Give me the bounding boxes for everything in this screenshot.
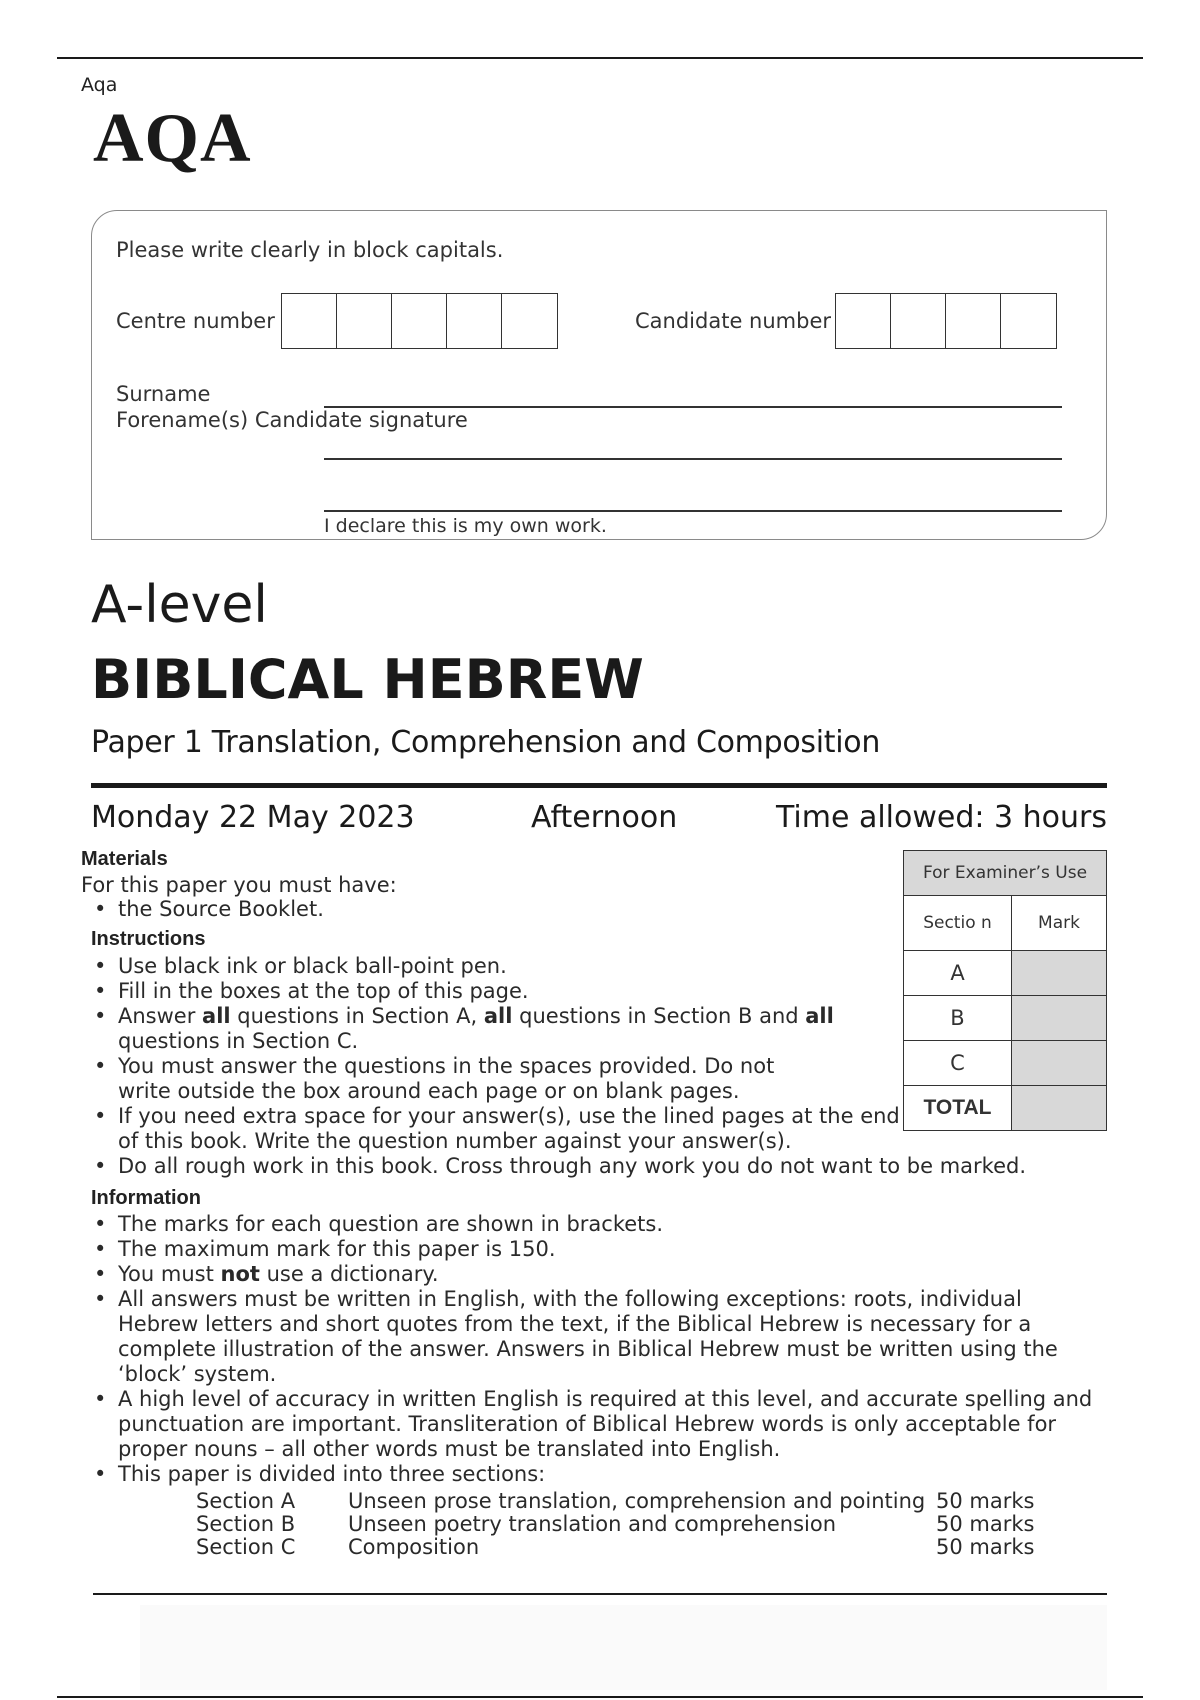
examiners-use-table — [903, 850, 1107, 1131]
forename-signature-label: Forename(s) Candidate signature — [116, 408, 468, 432]
centre-number-grid[interactable] — [281, 293, 558, 349]
table-row — [904, 1086, 1107, 1131]
list-item: • the Source Booklet. — [91, 897, 891, 922]
aqa-logo: AQA — [93, 100, 252, 177]
list-item: • Use black ink or black ball-point pen. — [91, 954, 891, 979]
table-row — [904, 896, 1107, 951]
declaration-text: I declare this is my own work. — [324, 515, 607, 537]
materials-list — [91, 897, 891, 922]
top-rule — [57, 57, 1143, 59]
answer-emphasis-2: all — [483, 1004, 513, 1028]
answer-text-4: questions in Section C. — [118, 1029, 359, 1053]
candidate-number-digit[interactable] — [891, 294, 946, 348]
mark-cell[interactable] — [1012, 996, 1107, 1041]
centre-number-digit[interactable] — [337, 294, 392, 348]
centre-number-label: Centre number — [116, 309, 275, 333]
materials-heading: Materials — [81, 848, 168, 870]
answer-text-1: Answer — [118, 1004, 203, 1028]
table-row — [196, 1490, 1034, 1513]
sections-rule — [93, 1593, 1107, 1595]
list-item: • Do all rough work in this book. Cross through any work you do not want to be marked. — [91, 1154, 1091, 1179]
list-item: • All answers must be written in English, with the following exceptions: roots, individual Hebrew letters and short quotes from the text, if the Biblical Hebrew is necessary for a complete illustration of the answer. Answers in Biblical Hebrew must be written using the ‘block’ system. — [91, 1287, 1101, 1387]
qualification-level: A-level — [91, 575, 268, 635]
title-rule — [91, 783, 1107, 788]
table-row — [196, 1536, 1034, 1559]
instructions-list-a — [91, 954, 891, 1104]
list-item: • Fill in the boxes at the top of this page. — [91, 979, 891, 1004]
candidate-number-digit[interactable] — [836, 294, 891, 348]
signature-field[interactable] — [324, 510, 1062, 512]
dictionary-text-2: use a dictionary. — [259, 1262, 439, 1286]
sections-table — [196, 1490, 1034, 1559]
section-marks: 50 marks — [936, 1512, 1035, 1536]
list-item: • The maximum mark for this paper is 150. — [91, 1237, 1101, 1262]
candidate-number-grid[interactable] — [835, 293, 1057, 349]
examiners-use-title: For Examiner’s Use — [904, 851, 1107, 896]
bottom-rule — [57, 1696, 1143, 1698]
forename-field[interactable] — [324, 458, 1062, 460]
section-description: Unseen prose translation, comprehension and pointing — [348, 1489, 926, 1513]
surname-field[interactable] — [324, 406, 1062, 408]
brand-name-text: Aqa — [81, 74, 118, 96]
table-row — [196, 1513, 1034, 1536]
list-item: • If you need extra space for your answer(s), use the lined pages at the end of this book. Write the question number against your answer(s). — [91, 1104, 908, 1154]
table-row — [904, 1041, 1107, 1086]
centre-number-digit[interactable] — [447, 294, 502, 348]
list-item: • The marks for each question are shown in brackets. — [91, 1212, 1101, 1237]
materials-intro: For this paper you must have: — [81, 873, 397, 897]
list-item: • A high level of accuracy in written English is required at this level, and accurate spelling and punctuation are important. Transliteration of Biblical Hebrew words is only acceptable for proper nouns – all other words must be translated into English. — [91, 1387, 1101, 1462]
list-item — [91, 1262, 1101, 1287]
candidate-number-digit[interactable] — [946, 294, 1001, 348]
centre-number-digit[interactable] — [502, 294, 557, 348]
surname-label: Surname — [116, 382, 211, 406]
section-name: Section A — [196, 1489, 296, 1513]
section-description: Unseen poetry translation and comprehension — [348, 1512, 837, 1536]
section-cell: A — [904, 951, 1012, 996]
list-item: • You must answer the questions in the spaces provided. Do not write outside the box around each page or on blank pages. — [91, 1054, 818, 1104]
mark-cell[interactable] — [1012, 951, 1107, 996]
exam-session: Afternoon — [531, 800, 678, 835]
mark-column-header: Mark — [1012, 896, 1107, 951]
time-allowed: Time allowed: 3 hours — [775, 800, 1107, 835]
section-name: Section C — [196, 1535, 296, 1559]
section-cell: B — [904, 996, 1012, 1041]
centre-number-digit[interactable] — [392, 294, 447, 348]
subject-title: BIBLICAL HEBREW — [91, 648, 644, 711]
dictionary-emphasis: not — [220, 1262, 260, 1286]
table-row — [904, 996, 1107, 1041]
answer-text-3: questions in Section B and — [512, 1004, 806, 1028]
answer-emphasis-3: all — [805, 1004, 834, 1028]
table-row — [904, 851, 1107, 896]
dictionary-text-1: You must — [118, 1262, 221, 1286]
total-mark-cell[interactable] — [1012, 1086, 1107, 1131]
total-label: TOTAL — [904, 1086, 1012, 1131]
centre-number-digit[interactable] — [282, 294, 337, 348]
section-marks: 50 marks — [936, 1489, 1035, 1513]
section-name: Section B — [196, 1512, 296, 1536]
section-cell: C — [904, 1041, 1012, 1086]
answer-text-2: questions in Section A, — [230, 1004, 484, 1028]
answer-emphasis-1: all — [202, 1004, 231, 1028]
section-description: Composition — [348, 1535, 480, 1559]
block-capitals-prompt: Please write clearly in block capitals. — [116, 238, 504, 262]
faint-panel — [140, 1605, 1107, 1690]
section-marks: 50 marks — [936, 1535, 1035, 1559]
information-list — [91, 1212, 1101, 1487]
paper-title: Paper 1 Translation, Comprehension and Composition — [91, 725, 881, 760]
list-item — [91, 1004, 898, 1054]
candidate-number-label: Candidate number — [635, 309, 831, 333]
information-heading: Information — [91, 1187, 201, 1209]
candidate-number-digit[interactable] — [1001, 294, 1056, 348]
exam-date: Monday 22 May 2023 — [91, 800, 415, 835]
list-item: • This paper is divided into three sections: — [91, 1462, 1101, 1487]
instructions-heading: Instructions — [91, 928, 206, 950]
table-row — [904, 951, 1107, 996]
mark-cell[interactable] — [1012, 1041, 1107, 1086]
section-column-header: Sectio n — [904, 896, 1012, 951]
